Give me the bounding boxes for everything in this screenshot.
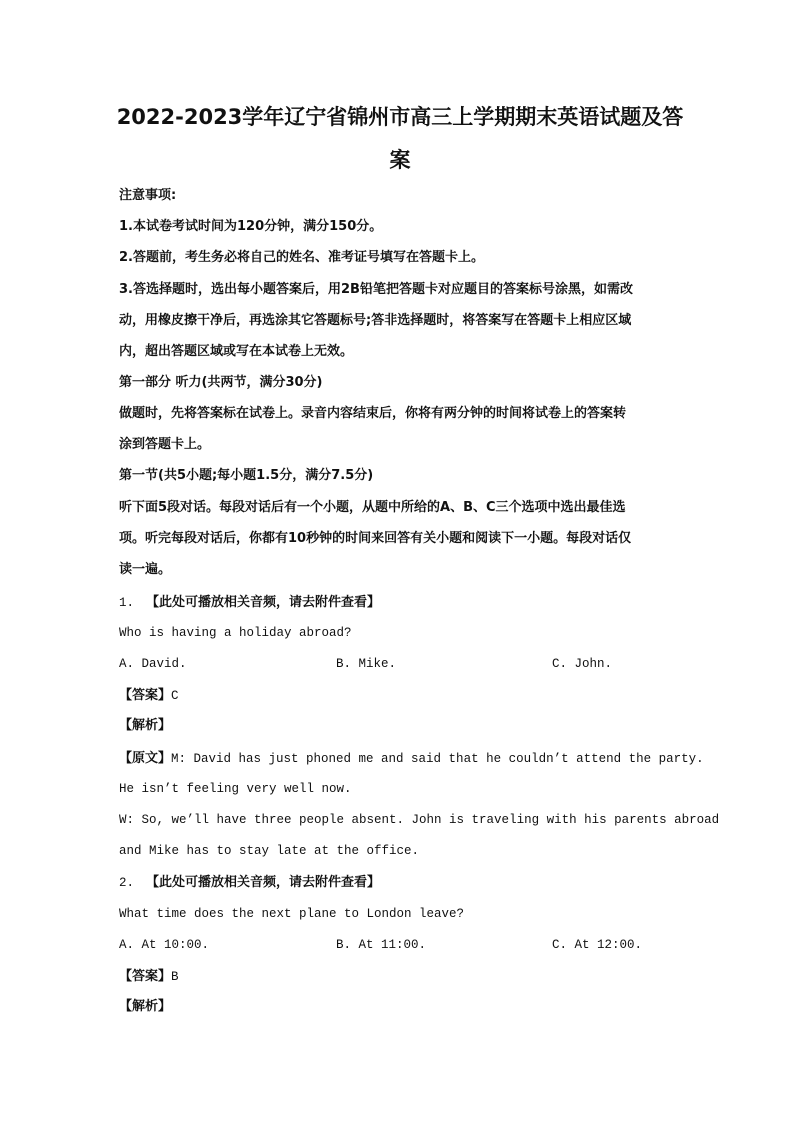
section1-heading: 第一节(共5小题;每小题1.5分，满分7.5分) — [119, 468, 374, 483]
notice-item-3-line2: 动，用橡皮擦干净后，再选涂其它答题标号;答非选择题时，将答案写在答题卡上相应区域 — [119, 313, 632, 328]
question-2-audio — [119, 873, 380, 892]
notice-item-2: 2.答题前，考生务必将自己的姓名、准考证号填写在答题卡上。 — [119, 250, 484, 265]
section1-desc-line1: 听下面5段对话。每段对话后有一个小题，从题中所给的A、B、C三个选项中选出最佳选 — [119, 500, 626, 515]
notice-item-1: 1.本试卷考试时间为120分钟，满分150分。 — [119, 219, 383, 234]
question-1-transcript-line1 — [119, 749, 704, 768]
question-2-answer — [119, 967, 179, 986]
answer-tag: 【答案】 — [119, 969, 172, 984]
answer-value: C — [171, 689, 179, 703]
question-1-text: Who is having a holiday abroad? — [119, 626, 352, 640]
question-2-analysis: 【解析】 — [119, 999, 172, 1014]
notice-heading: 注意事项: — [119, 188, 177, 203]
part1-desc-line1: 做题时，先将答案标在试卷上。录音内容结束后，你将有两分钟的时间将试卷上的答案转 — [119, 406, 627, 421]
document-title-line1: 2022-2023学年辽宁省锦州市高三上学期期末英语试题及答 — [116, 105, 684, 129]
question-number: 1. — [119, 596, 135, 610]
audio-notice: 【此处可播放相关音频，请去附件查看】 — [145, 595, 380, 610]
question-1-option-c: C. John. — [552, 657, 613, 671]
question-2-text: What time does the next plane to London leave? — [119, 907, 465, 921]
document-title-line2: 案 — [389, 148, 411, 172]
answer-value: B — [171, 970, 179, 984]
question-1-transcript-line2: He isn’t feeling very well now. — [119, 782, 352, 796]
question-number: 2. — [119, 876, 135, 890]
question-1-option-a: A. David. — [119, 657, 187, 671]
question-1-transcript-line4: and Mike has to stay late at the office. — [119, 844, 420, 858]
part1-desc-line2: 涂到答题卡上。 — [119, 437, 211, 452]
question-1-audio — [119, 593, 380, 612]
question-2-option-b: B. At 11:00. — [336, 938, 427, 952]
question-1-answer — [119, 686, 179, 705]
audio-notice: 【此处可播放相关音频，请去附件查看】 — [145, 875, 380, 890]
section1-desc-line3: 读一遍。 — [119, 562, 172, 577]
question-2-option-c: C. At 12:00. — [552, 938, 643, 952]
question-1-transcript-line3: W: So, we’ll have three people absent. John is traveling with his parents abroad — [119, 813, 720, 827]
question-2-option-a: A. At 10:00. — [119, 938, 210, 952]
part1-heading: 第一部分 听力(共两节，满分30分) — [119, 375, 323, 390]
question-1-analysis: 【解析】 — [119, 718, 172, 733]
question-1-option-b: B. Mike. — [336, 657, 397, 671]
notice-item-3-line3: 内，超出答题区域或写在本试卷上无效。 — [119, 344, 354, 359]
transcript-text: M: David has just phoned me and said that he couldn’t attend the party. — [171, 752, 704, 766]
transcript-tag: 【原文】 — [119, 751, 172, 766]
notice-item-3-line1: 3.答选择题时，选出每小题答案后，用2B铅笔把答题卡对应题目的答案标号涂黑，如需改 — [119, 282, 633, 297]
answer-tag: 【答案】 — [119, 688, 172, 703]
section1-desc-line2: 项。听完每段对话后，你都有10秒钟的时间来回答有关小题和阅读下一小题。每段对话仅 — [119, 531, 632, 546]
